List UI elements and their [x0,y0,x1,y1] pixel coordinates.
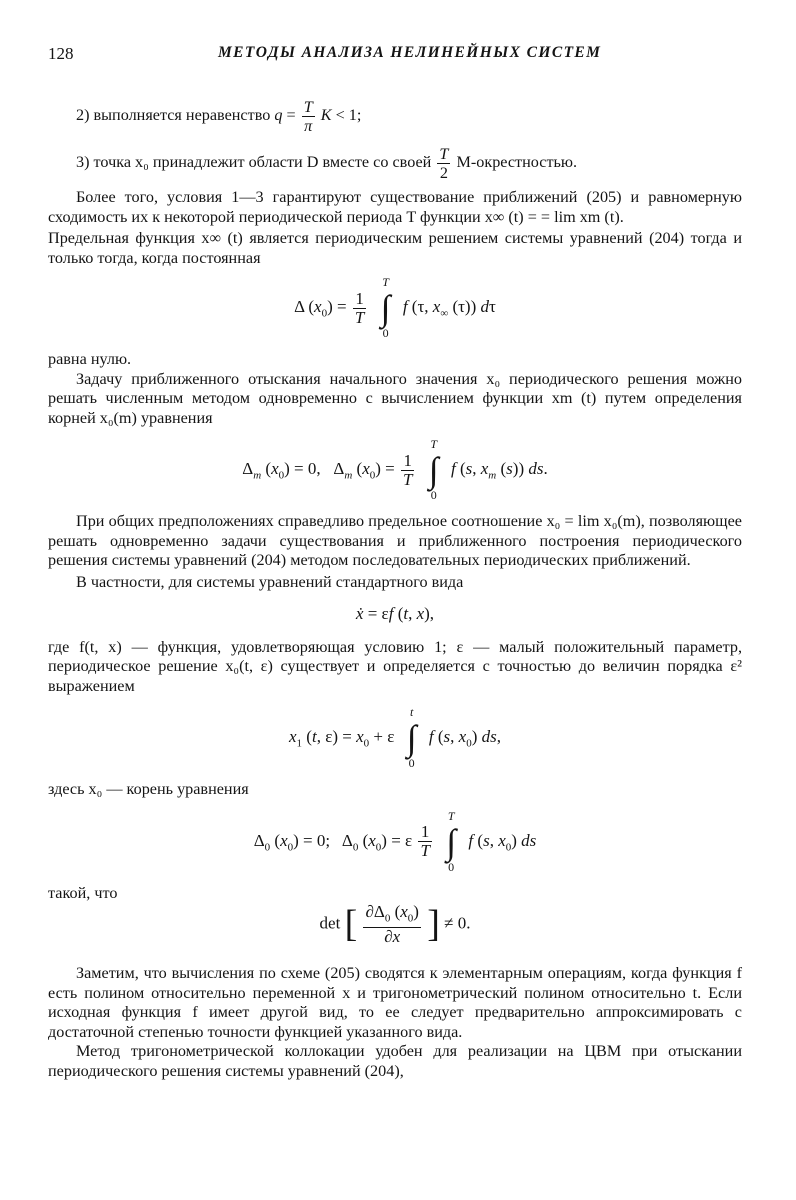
page-header [48,44,744,68]
formula-delta-m: $\Delta_m$ $(x_0) = 0$, $\Delta_m$ $(x_0)$ = $\frac{1}{T}$ T ∫ 0 f (s, $x_m$ (s)) ds. [242,437,548,502]
condition-3-prefix: 3) точка x₀ принадлежит области D вместе со своей [76,153,432,172]
paragraph-such-that: такой, что [48,883,118,902]
formula-delta: Δ $(x_0)$ = $\frac{1}{T}$ T ∫ 0 f (τ, $x_\infty$ (τ)) dτ [294,275,496,340]
condition-3-suffix: M-окрестностью. [456,153,578,172]
paragraph-periodic-solution: где f(t, x) — функция, удовлетворяющая условию 1; ε — малый положительный параметр, периодическое решение x₀(t, ε) существует и определяется с точностью до величин порядка ε² выражением [48,637,742,695]
paragraph-root: здесь x₀ — корень уравнения [48,780,249,798]
paragraph-note: Заметим, что вычисления по схеме (205) сводятся к элементарным операциям, когда функция f есть полином относительно переменной x и тригонометрический полином относительно t. Если исходная функция f имеет другой вид, то ее следует предварительно аппроксимировать с достаточной степенью точности функцией указанного вида. [48,964,742,1041]
condition-2-prefix: 2) выполняется неравенство [76,106,271,125]
condition-2-formula: q = $\frac{T}{\pi}$ K < 1; [274,98,362,135]
paragraph-standard-form: В частности, для системы уравнений стандартного вида [76,572,464,591]
paragraph-collocation: Метод тригонометрической коллокации удобен для реализации на ЦВМ при отыскании периодического решения системы уравнений (204), [48,1042,742,1080]
condition-3 [48,145,742,182]
condition-2 [48,98,742,135]
condition-3-fraction: $\frac{T}{2}$ [439,145,449,182]
paragraph-approximate-search: Задачу приближенного отыскания начального значения x₀ периодического решения можно решать численным методом одновременно с вычислением функции xm (t) путем определения корней x₀(m) уравнения [48,369,742,427]
page-body [48,88,742,1081]
formula-det: det [ $\frac{\partial\Delta_0 (x_0)}{\partial x}$ ] ≠ 0. [319,902,471,947]
paragraph-limit-function: Предельная функция x∞ (t) является периодическим решением системы уравнений (204) тогда и только тогда, когда постоянная [48,229,742,267]
formula-x1: $x_1$ (t, $\varepsilon) = x_0 + \varepsilon$ t ∫ 0 f (s, $x_0$) ds, [289,705,501,770]
page-number: 128 [48,44,74,63]
paragraph-equals-zero: равна нулю. [48,350,132,368]
paragraph-convergence: Более того, условия 1—3 гарантируют существование приближений (205) и равномерную сходимость их к некоторой периодической периода T функции x∞ (t) = = lim xm (t). [48,188,742,226]
paragraph-limit-relation: При общих предположениях справедливо предельное соотношение x₀ = lim x₀(m), позволяющее решать одновременно задачи существования и приближенного построения периодического решения системы уравнений (204) методом последовательных периодических приближений. [48,512,742,569]
formula-delta0: $\Delta_0$ $(x_0) = 0$; $\Delta_0$ $(x_0) = \varepsilon$ $\frac{1}{T}$ T ∫ 0 f (s, $x_0$) ds [253,808,537,874]
running-title: МЕТОДЫ АНАЛИЗА НЕЛИНЕЙНЫХ СИСТЕМ [218,44,602,61]
formula-standard: ẋ = εf (t, x), [355,604,435,623]
